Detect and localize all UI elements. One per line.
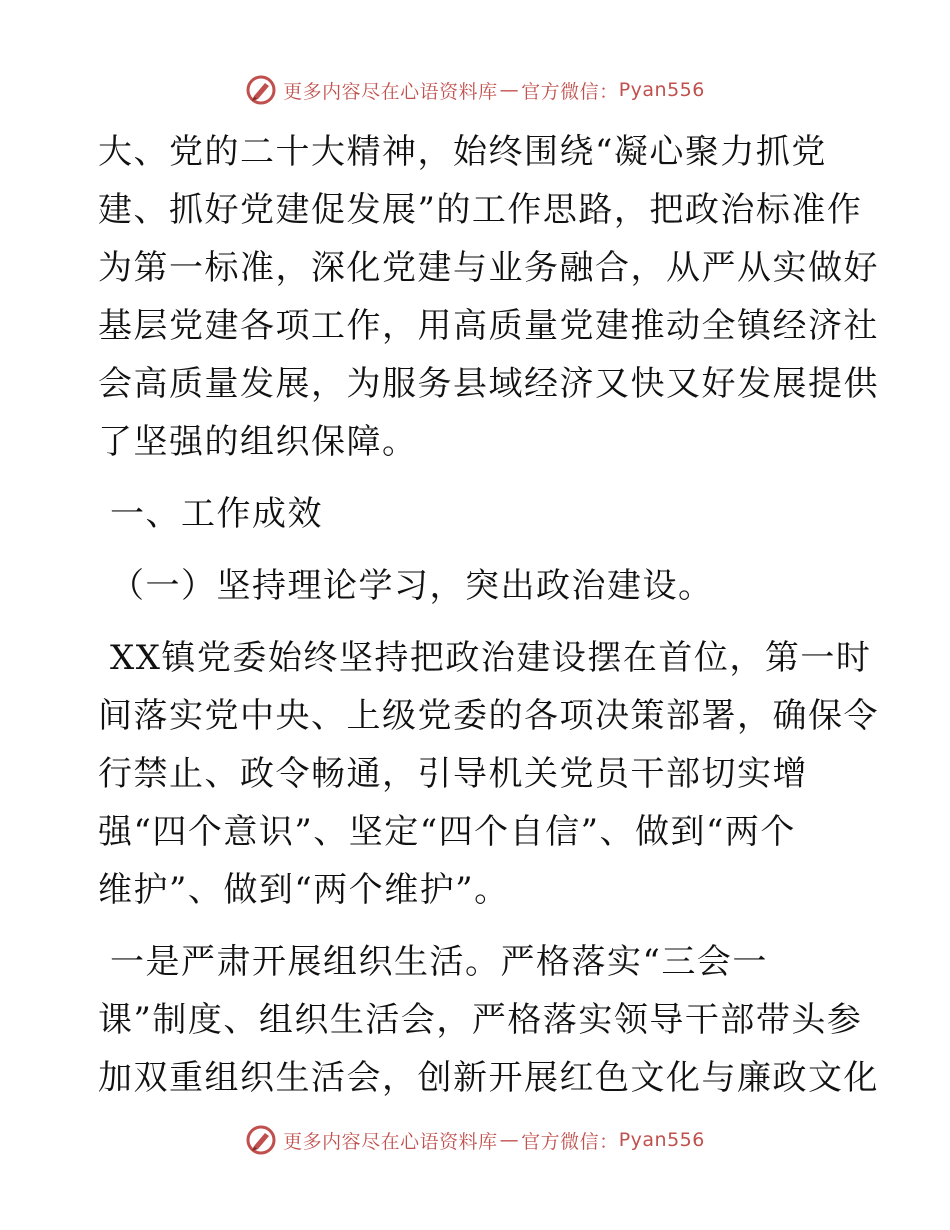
watermark-dash: —	[499, 79, 520, 101]
watermark-footer	[0, 1120, 950, 1160]
text-line: 间落实党中央、上级党委的各项决策部署，确保令	[98, 696, 879, 736]
text-line: 行禁止、政令畅通，引导机关党员干部切实增	[98, 754, 808, 794]
heading-text: 一、工作成效	[110, 494, 323, 534]
paragraph-organization	[98, 933, 879, 1107]
text-line: XX镇党委始终坚持把政治建设摆在首位，第一时	[110, 638, 872, 678]
watermark-label: 官方微信：	[521, 80, 619, 103]
text-line: 大、党的二十大精神，始终围绕“凝心聚力抓党	[98, 132, 827, 172]
watermark-header	[0, 70, 950, 110]
watermark-text: 更多内容尽在心语资料库	[283, 1130, 498, 1153]
text-line: 为第一标准，深化党建与业务融合，从严从实做好	[98, 248, 879, 288]
text-line: 强“四个意识”、坚定“四个自信”、做到“两个	[98, 812, 796, 852]
text-line: 基层党建各项工作，用高质量党建推动全镇经济社	[98, 306, 879, 346]
watermark-text: 更多内容尽在心语资料库	[283, 80, 498, 103]
watermark-wechat-id: Pyan556	[618, 79, 705, 101]
watermark-wechat-id: Pyan556	[618, 1129, 705, 1151]
subsection-heading	[98, 557, 858, 615]
subheading-text: （一）坚持理论学习，突出政治建设。	[110, 566, 714, 606]
text-line: 维护”、做到“两个维护”。	[98, 870, 510, 910]
pen-logo-icon	[245, 74, 277, 106]
text-line: 课”制度、组织生活会，严格落实领导干部带头参	[98, 1000, 863, 1040]
pen-logo-icon	[245, 1124, 277, 1156]
paragraph-intro	[98, 123, 879, 471]
text-line: 会高质量发展，为服务县域经济又快又好发展提供	[98, 364, 879, 404]
section-heading	[98, 485, 858, 543]
paragraph-political	[98, 629, 879, 919]
watermark-label: 官方微信：	[521, 1130, 619, 1153]
text-line: 一是严肃开展组织生活。严格落实“三会一	[110, 942, 768, 982]
document-body	[98, 123, 879, 1107]
text-line: 加双重组织生活会，创新开展红色文化与廉政文化	[98, 1058, 879, 1098]
text-line: 了坚强的组织保障。	[98, 422, 418, 462]
watermark-dash: —	[499, 1129, 520, 1151]
text-line: 建、抓好党建促发展”的工作思路，把政治标准作	[98, 190, 863, 230]
